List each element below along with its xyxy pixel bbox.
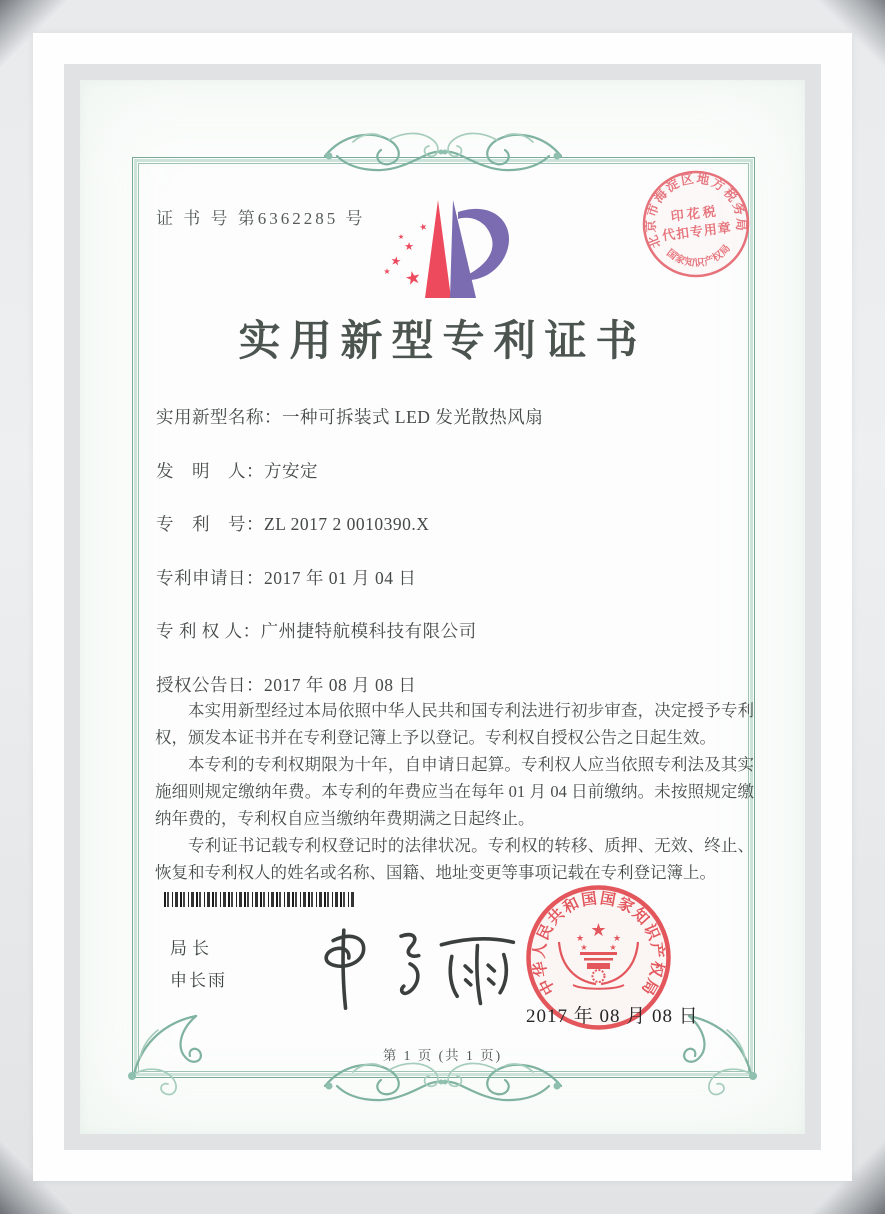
svg-text:★: ★ — [403, 266, 423, 290]
tax-stamp-center-top: 印花税 — [669, 203, 720, 224]
certificate-number: 证 书 号 第6362285 号 — [156, 209, 366, 228]
field-value: 一种可拆装式 LED 发光散热风扇 — [282, 407, 544, 427]
tax-stamp-ring-bottom-text: 国家知识产权局 — [664, 242, 734, 270]
field-label: 专 利 号： — [156, 514, 264, 534]
field-patent-number — [156, 511, 756, 565]
field-value: ZL 2017 2 0010390.X — [264, 514, 430, 534]
legal-paragraph: 本实用新型经过本局依照中华人民共和国专利法进行初步审查，决定授予专利权，颁发本证书并在专利登记簿上予以登记。专利权自授权公告之日起生效。 — [155, 701, 754, 747]
legal-text — [155, 697, 754, 886]
field-value: 广州捷特航模科技有限公司 — [260, 621, 477, 641]
director-signature-icon — [282, 916, 532, 1011]
barcode — [164, 892, 354, 907]
field-label: 授权公告日： — [156, 674, 264, 695]
cnipa-patent-logo-icon — [372, 194, 512, 304]
svg-text:★: ★ — [609, 943, 617, 952]
green-scroll-flourish-top — [323, 122, 563, 180]
field-value: 2017 年 08 月 08 日 — [264, 674, 417, 695]
svg-text:★: ★ — [575, 933, 585, 943]
certificate-fields — [156, 404, 756, 725]
tax-stamp-center-bottom: 代扣专用章 — [661, 219, 733, 244]
field-label: 专 利 权 人： — [156, 621, 261, 641]
legal-paragraph: 本专利的专利权期限为十年，自申请日起算。专利权人应当依照专利法及其实施细则规定缴纳年费。本专利的年费应当在每年 01 月 04 日前缴纳。未按照规定缴纳年费的，专利权自应当缴纳年费期满之日起终止。 — [155, 755, 754, 828]
signer-name: 申长雨 — [170, 971, 227, 990]
round-red-tax-stamp-icon — [629, 157, 763, 291]
svg-text:★: ★ — [397, 233, 405, 241]
svg-text:★: ★ — [580, 943, 588, 952]
svg-text:★: ★ — [590, 920, 607, 940]
field-label: 发 明 人： — [156, 460, 264, 481]
field-utility-model-name — [156, 404, 756, 458]
field-value: 2017 年 01 月 04 日 — [264, 567, 417, 588]
svg-text:★: ★ — [418, 221, 429, 233]
signer-title: 局长 — [170, 939, 214, 958]
field-patentee — [156, 618, 756, 672]
certificate-title: 实用新型专利证书 — [238, 319, 647, 365]
field-value: 方安定 — [264, 460, 318, 481]
field-label: 实用新型名称： — [156, 407, 282, 427]
seal-ring-text: 中华人民共和国国家知识产权局 — [530, 890, 667, 1000]
field-filing-date — [156, 565, 756, 619]
svg-text:★: ★ — [404, 241, 414, 253]
svg-text:★: ★ — [612, 933, 622, 943]
field-inventor — [156, 458, 756, 512]
svg-text:★: ★ — [389, 253, 403, 269]
seal-date: 2017 年 08 月 08 日 — [526, 1006, 699, 1027]
page-number: 第 1 页 (共 1 页) — [382, 1048, 503, 1063]
legal-paragraph: 专利证书记载专利权登记时的法律状况。专利权的转移、质押、无效、终止、恢复和专利权人的姓名或名称、国籍、地址变更等事项记载在专利登记簿上。 — [155, 836, 754, 882]
field-label: 专利申请日： — [156, 567, 264, 588]
svg-text:★: ★ — [383, 267, 391, 276]
tax-stamp-ring-top-text: 北京市海淀区地方税务局 — [643, 171, 749, 251]
